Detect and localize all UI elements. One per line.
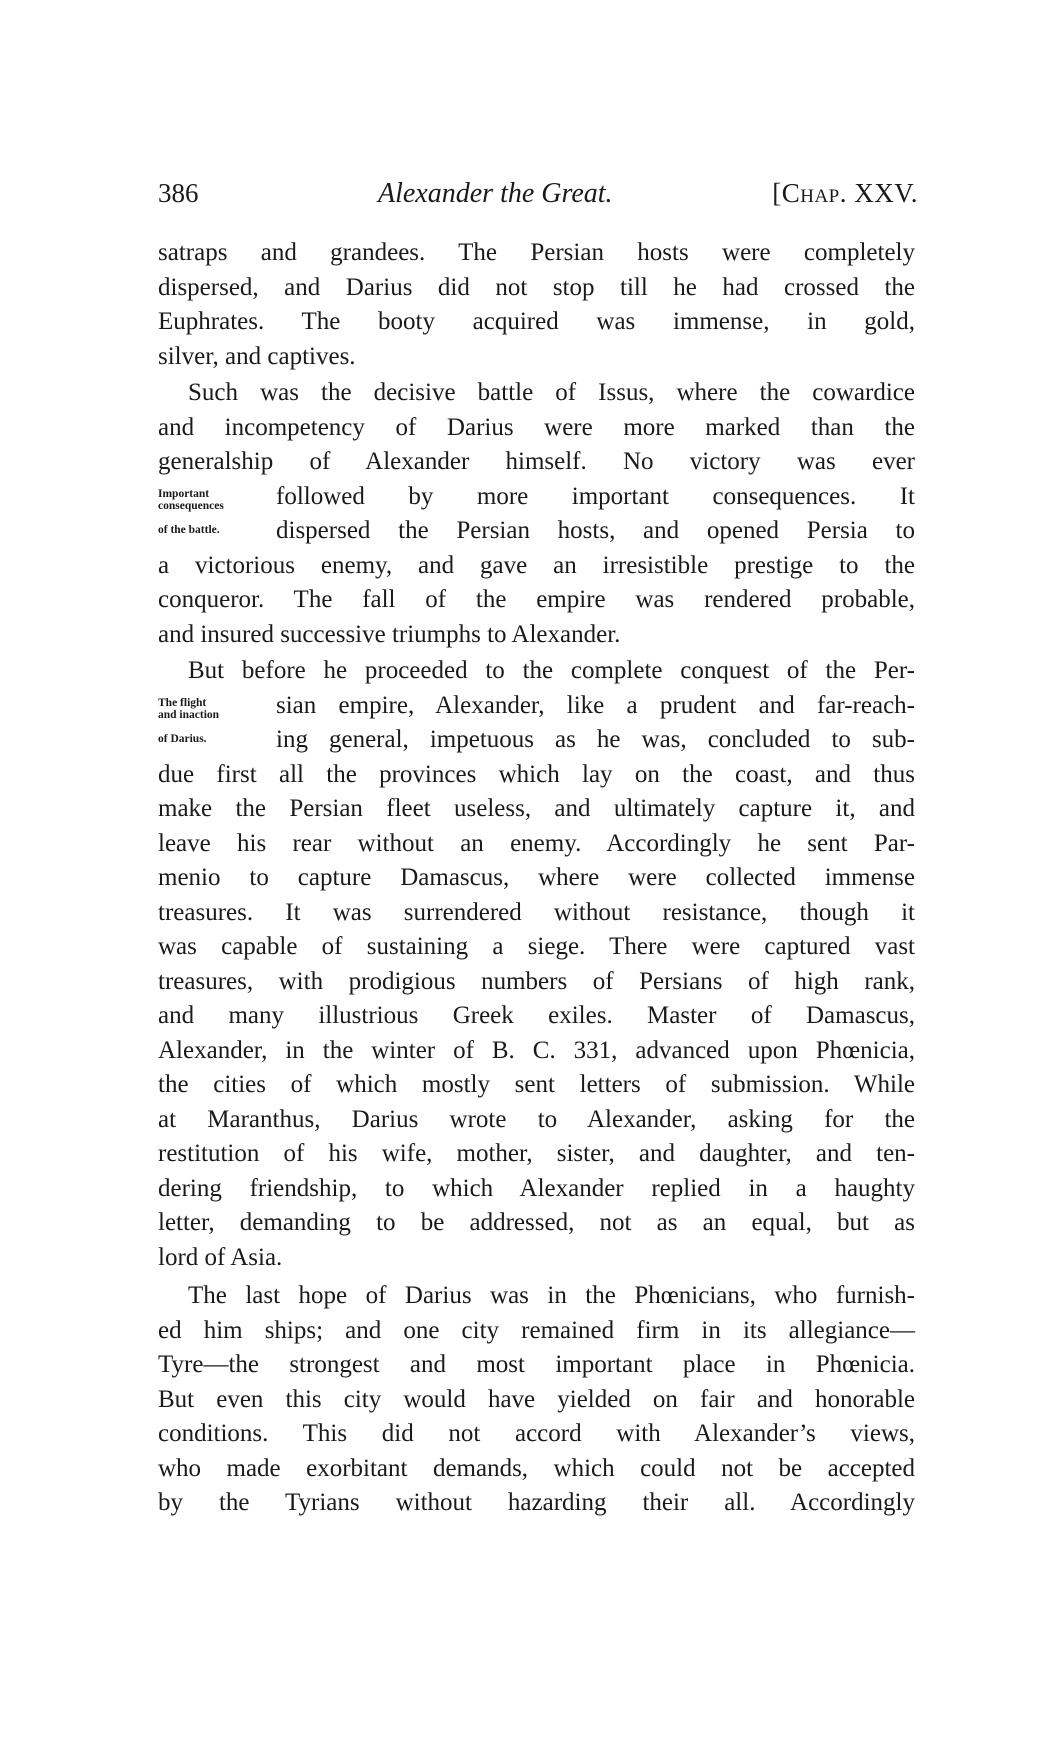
running-title: Alexander the Great. <box>378 178 613 209</box>
text-line-with-margin-note <box>158 723 915 758</box>
text-line: dispersed the Persian hosts, and opened Persia to <box>276 517 915 544</box>
margin-note-line: The flight <box>158 696 207 709</box>
text-line: treasures. It was surrendered without resistance, though it <box>158 898 915 926</box>
text-line: Euphrates. The booty acquired was immense, in gold, <box>158 308 915 335</box>
text-line: treasures, with prodigious numbers of Persians of high rank, <box>158 967 915 995</box>
text-line: Alexander, in the winter of B. C. 331, advanced upon Phœnicia, <box>158 1036 915 1064</box>
text-line: and incompetency of Darius were more marked than the <box>158 413 915 441</box>
text-line: a victorious enemy, and gave an irresistible prestige to the <box>158 551 915 579</box>
chapter-reference: [Chap. XXV. <box>772 178 918 208</box>
text-line: followed by more important consequences. It <box>276 482 915 510</box>
paragraph <box>158 654 915 1275</box>
margin-note-line: and inaction <box>158 708 220 721</box>
margin-note <box>158 480 276 512</box>
text-line: silver, and captives. <box>158 342 356 370</box>
text-line: generalship of Alexander himself. No victory was ever <box>158 448 915 475</box>
margin-note-line: of Darius. <box>158 733 207 745</box>
text-line: restitution of his wife, mother, sister, and daughter, and ten- <box>158 1140 915 1167</box>
text-line: sian empire, Alexander, like a prudent and far-reach- <box>276 691 915 719</box>
text-line: who made exorbitant demands, which could not be accepted <box>158 1454 915 1482</box>
text-line: and many illustrious Greek exiles. Master of Damascus, <box>158 1002 915 1029</box>
margin-note-line: of the battle. <box>158 524 220 536</box>
paragraph <box>158 376 915 652</box>
text-line: But before he proceeded to the complete conquest of the Per- <box>188 657 915 684</box>
text-line: letter, demanding to be addressed, not as an equal, but as <box>158 1209 915 1236</box>
text-line: satraps and grandees. The Persian hosts were completely <box>158 239 915 266</box>
text-line: The last hope of Darius was in the Phœnicians, who furnish- <box>188 1282 915 1309</box>
margin-note <box>158 689 276 721</box>
text-line: conqueror. The fall of the empire was rendered probable, <box>158 586 915 613</box>
text-line: and insured successive triumphs to Alexander. <box>158 620 621 648</box>
paragraph <box>158 236 915 374</box>
text-line: at Maranthus, Darius wrote to Alexander, asking for the <box>158 1105 915 1133</box>
text-line: But even this city would have yielded on fair and honorable <box>158 1385 915 1413</box>
text-line-with-margin-note <box>158 480 915 515</box>
text-line: by the Tyrians without hazarding their all. Accordingly <box>158 1489 915 1516</box>
text-line: ed him ships; and one city remained firm in its allegiance— <box>158 1316 915 1344</box>
text-line: menio to capture Damascus, where were collected immense <box>158 864 915 891</box>
margin-note <box>158 514 276 536</box>
text-line: lord of Asia. <box>158 1243 283 1271</box>
text-line: was capable of sustaining a siege. There were captured vast <box>158 933 915 960</box>
text-line: the cities of which mostly sent letters of submission. While <box>158 1071 915 1098</box>
body-text <box>158 236 915 1521</box>
margin-note-line: consequences <box>158 499 224 512</box>
text-line-with-margin-note <box>158 514 915 549</box>
text-line: conditions. This did not accord with Alexander’s views, <box>158 1420 915 1447</box>
text-line: leave his rear without an enemy. Accordingly he sent Par- <box>158 829 915 857</box>
page-number: 386 <box>158 178 199 208</box>
margin-note <box>158 723 276 745</box>
text-line: dering friendship, to which Alexander replied in a haughty <box>158 1174 915 1202</box>
text-line: Such was the decisive battle of Issus, where the cowardice <box>188 379 915 406</box>
text-line: make the Persian fleet useless, and ultimately capture it, and <box>158 795 915 822</box>
text-line: dispersed, and Darius did not stop till he had crossed the <box>158 273 915 301</box>
paragraph <box>158 1279 915 1521</box>
text-line: due first all the provinces which lay on the coast, and thus <box>158 760 915 788</box>
text-line-with-margin-note <box>158 689 915 724</box>
text-line: Tyre—the strongest and most important place in Phœnicia. <box>158 1351 915 1378</box>
margin-note-line: Important <box>158 487 210 500</box>
running-head <box>158 178 918 214</box>
text-line: ing general, impetuous as he was, concluded to sub- <box>276 726 915 753</box>
